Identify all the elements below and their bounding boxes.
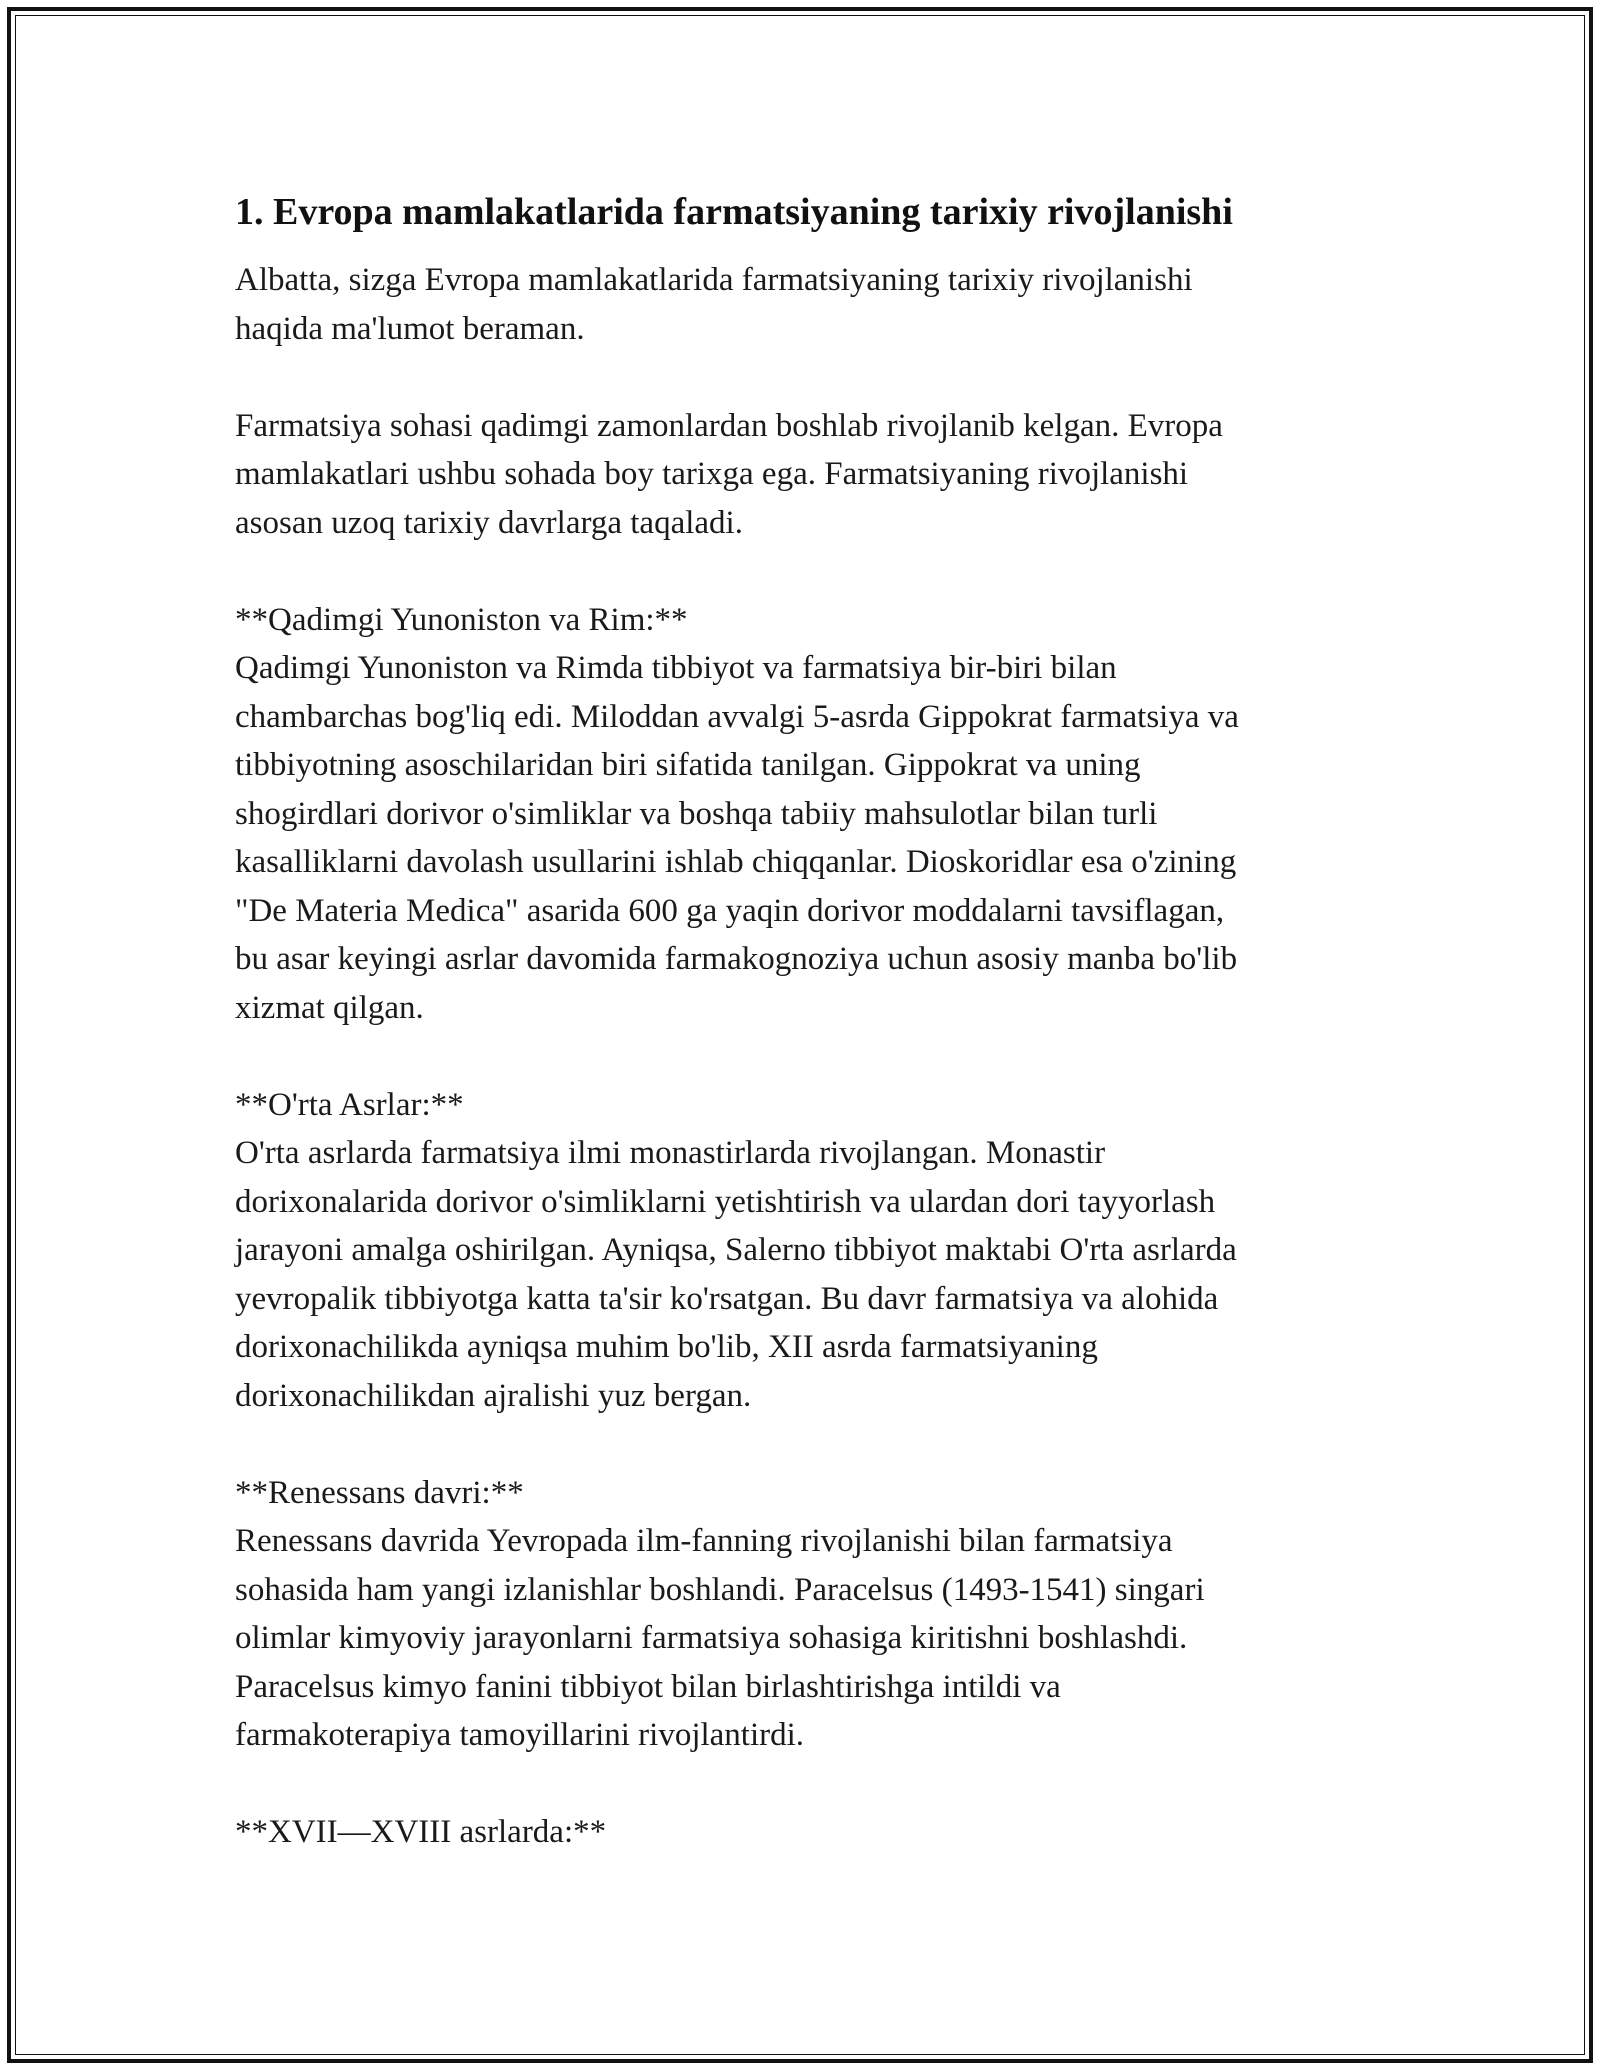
section-ancient-greece-rome — [235, 596, 1375, 1033]
intro-paragraph: Albatta, sizga Evropa mamlakatlarida farmatsiyaning tarixiy rivojlanishi haqida ma'lumot beraman. — [235, 262, 1193, 347]
section-title: **XVII—XVIII asrlarda:** — [235, 1814, 607, 1850]
document-page — [235, 186, 1375, 1905]
section-body: Qadimgi Yunoniston va Rimda tibbiyot va farmatsiya bir-biri bilan chambarchas bog'liq edi. Miloddan avvalgi 5-asrda Gippokrat farmatsiya va tibbiyotning asoschilaridan biri sifatida tanilgan. Gippokrat va uning shogirdlari dorivor o'simliklar va boshqa tabiiy mahsulotlar bilan turli kasalliklarni davolash usullarini ishlab chiqqanlar. Dioskoridlar esa o'zining "De Materia Medica" asarida 600 ga yaqin dorivor moddalarni tavsiflagan, bu asar keyingi asrlar davomida farmakognoziya uchun asosiy manba bo'lib xizmat qilgan. — [235, 650, 1239, 1026]
section-body: O'rta asrlarda farmatsiya ilmi monastirlarda rivojlangan. Monastir dorixonalarida dorivor o'simliklarni yetishtirish va ulardan dori tayyorlash jarayoni amalga oshirilgan. Ayniqsa, Salerno tibbiyot maktabi O'rta asrlarda yevropalik tibbiyotga katta ta'sir ko'rsatgan. Bu davr farmatsiya va alohida dorixonachilikda ayniqsa muhim bo'lib, XII asrda farmatsiyaning dorixonachilikdan ajralishi yuz bergan. — [235, 1135, 1237, 1414]
section-title: **Renessans davri:** — [235, 1474, 524, 1511]
section-renaissance — [235, 1469, 1375, 1760]
section-middle-ages — [235, 1081, 1375, 1421]
document-heading: 1. Evropa mamlakatlarida farmatsiyaning tarixiy rivojlanishi — [235, 191, 1233, 233]
section-title: **Qadimgi Yunoniston va Rim:** — [235, 601, 688, 638]
section-body: Renessans davrida Yevropada ilm-fanning rivojlanishi bilan farmatsiya sohasida ham yangi izlanishlar boshlandi. Paracelsus (1493-1541) singari olimlar kimyoviy jarayonlarni farmatsiya sohasiga kiritishni boshlashdi. Paracelsus kimyo fanini tibbiyot bilan birlashtirishga intildi va farmakoterapiya tamoyillarini rivojlantirdi. — [235, 1523, 1205, 1753]
section-17th-18th-centuries — [235, 1808, 1375, 1857]
section-title: **O'rta Asrlar:** — [235, 1086, 464, 1123]
overview-paragraph: Farmatsiya sohasi qadimgi zamonlardan boshlab rivojlanib kelgan. Evropa mamlakatlari ushbu sohada boy tarixga ega. Farmatsiyaning rivojlanishi asosan uzoq tarixiy davrlarga taqaladi. — [235, 407, 1223, 541]
